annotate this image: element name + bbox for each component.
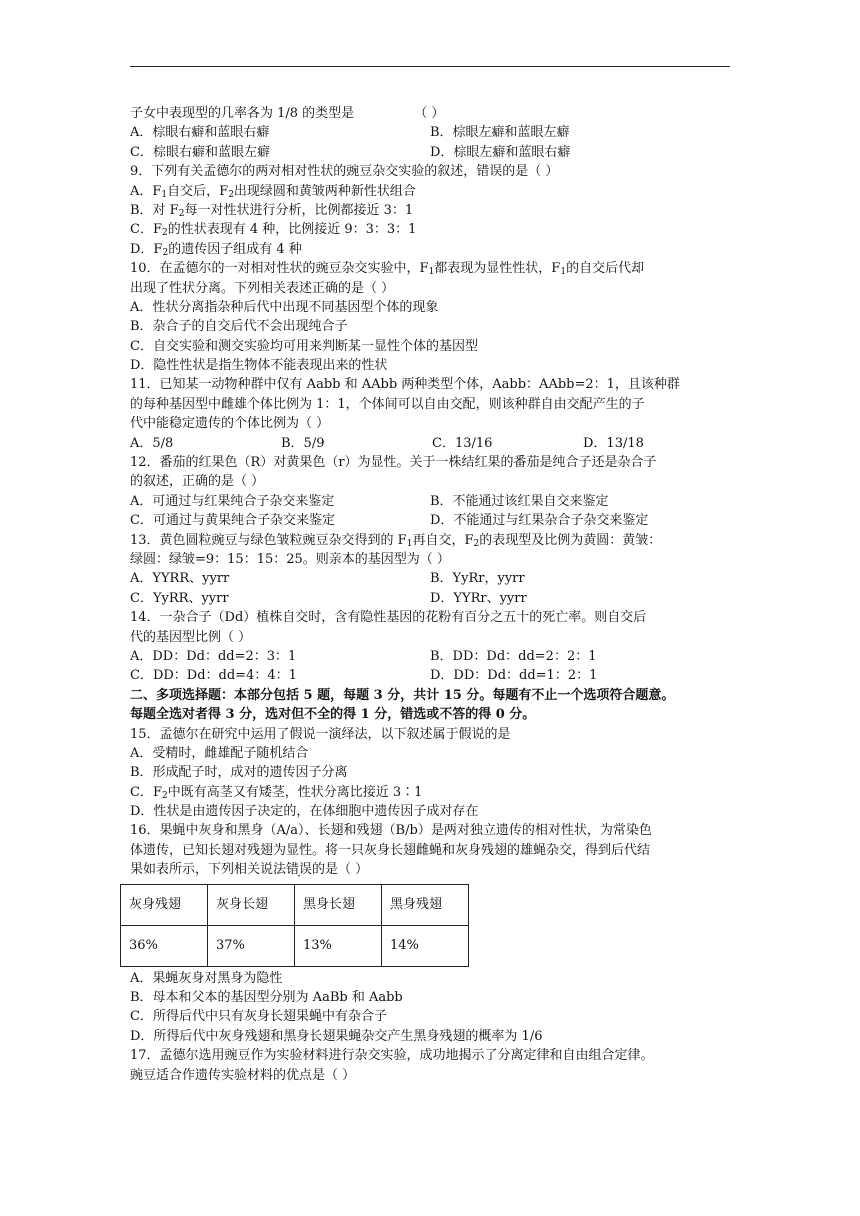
q9-stem: 9．下列有关孟德尔的两对相对性状的豌豆杂交实验的叙述，错误的是（ ） [130,164,559,180]
q15-option-b: B．形成配子时，成对的遗传因子分离 [130,765,348,781]
q12-options-cd: C．可通过与黄果纯合子杂交来鉴定 D．不能通过与红果杂合子杂交来鉴定 [130,513,649,529]
header-rule [130,66,730,67]
table-row [121,925,469,966]
q12-options-ab: A．可通过与红果纯合子杂交来鉴定 B．不能通过该红果自交来鉴定 [130,493,609,509]
q16-result-table [120,884,469,967]
table-cell: 14% [382,925,469,966]
q16-stem-2: 体遗传，已知长翅对残翅为显性。将一只灰身长翅雌蝇和灰身残翅的雄蝇杂交，得到后代结 [130,842,651,858]
q16-option-c: C．所得后代中只有灰身长翅果蝇中有杂合子 [130,1009,387,1025]
section2-heading-1: 二、多项选择题：本部分包括 5 题，每题 3 分，共计 15 分。每题有不止一个选项符合题意。 [130,687,675,703]
q16-option-a: A．果蝇灰身对黑身为隐性 [130,970,283,986]
table-header-cell: 黑身长翅 [295,884,382,925]
q17-stem-2: 豌豆适合作遗传实验材料的优点是（ ） [130,1067,356,1083]
q11-stem-3: 代中能稳定遗传的个体比例为（ ） [130,416,330,432]
q17-stem-1: 17．孟德尔选用豌豆作为实验材料进行杂交实验，成功地揭示了分离定律和自由组合定律。 [130,1048,654,1064]
exam-page [130,104,734,1085]
q10-option-a: A．性状分离指杂种后代中出现不同基因型个体的现象 [130,299,439,315]
section2-heading-2: 每题全选对者得 3 分，选对但不全的得 1 分，错选或不答的得 0 分。 [130,707,536,723]
q10-option-d: D．隐性性状是指生物体不能表现出来的性状 [130,358,388,374]
q10-option-b: B．杂合子的自交后代不会出现纯合子 [130,319,348,335]
table-header-cell: 灰身长翅 [208,884,295,925]
table-cell: 13% [295,925,382,966]
q14-stem-1: 14．一杂合子（Dd）植株自交时，含有隐性基因的花粉有百分之五十的死亡率。则自交后 [130,610,647,626]
q14-options-cd: C．DD：Dd：dd=4：4：1 D．DD：Dd：dd=1：2：1 [130,668,598,684]
q15-option-c: C．$F_2$中既有高茎又有矮茎，性状分离比接近 3∶1 [130,784,423,801]
q9-option-b: B．对 $F_2$每一对性状进行分析，比例都接近 3：1 [130,202,414,219]
q15-option-d: D．性状是由遗传因子决定的，在体细胞中遗传因子成对存在 [130,804,479,820]
q16-option-d: D．所得后代中灰身残翅和黑身长翅果蝇杂交产生黑身残翅的概率为 1/6 [130,1028,543,1044]
q16-stem-3: 果如表所示，下列相关说法错误的是（ ） [130,862,369,878]
q13-stem-1: 13．黄色圆粒豌豆与绿色皱粒豌豆杂交得到的 $F_1$再自交，$F_2$的表现型及比例为黄圆：黄皱： [130,532,662,549]
q13-options-ab: A．YYRR、yyrr B．YyRr，yyrr [130,571,525,587]
q9-option-a: A．$F_1$自交后，$F_2$出现绿圆和黄皱两种新性状组合 [130,183,416,200]
table-header-cell: 灰身残翅 [121,884,208,925]
q11-options: A．5/8 B．5/9 C．13/16 D．13/18 [130,435,644,451]
q14-stem-2: 代的基因型比例（ ） [130,629,252,645]
q8-options-cd: C．棕眼右癖和蓝眼左癖 D．棕眼左癖和蓝眼右癖 [130,144,571,160]
table-cell: 37% [208,925,295,966]
table-header-row [121,884,469,925]
q11-stem-2: 的每种基因型中雌雄个体比例为 1：1，个体间可以自由交配，则该种群自由交配产生的子 [130,396,645,412]
q12-stem-2: 的叙述，正确的是（ ） [130,474,265,490]
q12-stem-1: 12．番茄的红果色（R）对黄果色（r）为显性。关于一株结红果的番茄是纯合子还是杂合子 [130,455,657,471]
q16-stem-1: 16．果蝇中灰身和黑身（A/a）、长翅和残翅（B/b）是两对独立遗传的相对性状，为常染色 [130,823,652,839]
q14-options-ab: A．DD：Dd：dd=2：3：1 B．DD：Dd：dd=2：2：1 [130,648,597,664]
q16-option-b: B．母本和父本的基因型分别为 AaBb 和 Aabb [130,990,403,1006]
q10-stem-2: 出现了性状分离。下列相关表述正确的是（ ） [130,280,395,296]
q9-option-d: D．$F_2$的遗传因子组成有 4 种 [130,241,302,258]
table-cell: 36% [121,925,208,966]
q11-stem-1: 11．已知某一动物种群中仅有 Aabb 和 AAbb 两种类型个体，Aabb：AAbb=2：1，且该种群 [130,377,680,393]
q15-stem: 15．孟德尔在研究中运用了假说一演绎法，以下叙述属于假说的是 [130,726,511,742]
emphasis-dotted-text: 错误 [286,862,313,878]
q8-options-ab: A．棕眼右癖和蓝眼右癖 B．棕眼左癖和蓝眼左癖 [130,125,570,141]
q8-stem: 子女中表现型的几率各为 1/8 的类型是 （ ） [130,106,445,121]
q10-stem-1: 10．在孟德尔的一对相对性状的豌豆杂交实验中，$F_1$都表现为显性性状，$F_1$的自交后代却 [130,261,645,278]
q13-options-cd: C．YyRR、yyrr D．YYRr、yyrr [130,590,527,606]
q9-option-c: C．$F_2$的性状表现有 4 种，比例接近 9：3：3：1 [130,222,417,239]
q13-stem-2: 绿圆：绿皱=9：15：15：25。则亲本的基因型为（ ） [130,551,450,567]
table-header-cell: 黑身残翅 [382,884,469,925]
q15-option-a: A．受精时，雌雄配子随机结合 [130,745,309,761]
q10-option-c: C．自交实验和测交实验均可用来判断某一显性个体的基因型 [130,338,478,354]
